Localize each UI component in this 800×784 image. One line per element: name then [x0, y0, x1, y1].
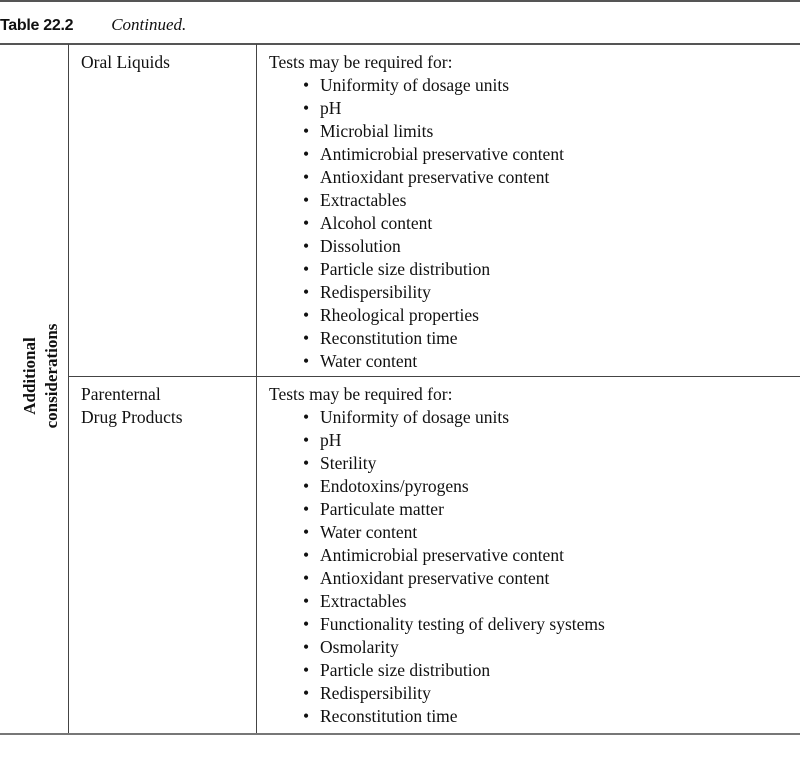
- bullet-icon: •: [303, 545, 310, 565]
- test-name: Antioxidant preservative content: [320, 568, 550, 588]
- table-top-rule: [0, 0, 800, 2]
- bullet-icon: •: [303, 259, 310, 279]
- test-name: Endotoxins/pyrogens: [320, 476, 469, 496]
- list-item: [269, 327, 564, 350]
- tests-oral-liquids: [269, 51, 564, 373]
- category-label-line2: Drug Products: [81, 407, 183, 427]
- list-item: [269, 212, 564, 235]
- bullet-icon: •: [303, 351, 310, 371]
- table-number: Table 22.2: [0, 17, 74, 34]
- side-label-line2: considerations: [42, 323, 61, 429]
- bullet-icon: •: [303, 476, 310, 496]
- bullet-icon: •: [303, 167, 310, 187]
- bullet-icon: •: [303, 98, 310, 118]
- test-name: Particle size distribution: [320, 660, 491, 680]
- list-item: [269, 281, 564, 304]
- tests-list: [269, 74, 564, 373]
- category-label-line1: Parenternal: [81, 384, 161, 404]
- test-name: Redispersibility: [320, 683, 431, 703]
- bullet-icon: •: [303, 430, 310, 450]
- test-name: Water content: [320, 522, 418, 542]
- bullet-icon: •: [303, 660, 310, 680]
- list-item: [269, 544, 605, 567]
- list-item: [269, 475, 605, 498]
- list-item: [269, 498, 605, 521]
- tests-list: [269, 406, 605, 728]
- test-name: Antimicrobial preservative content: [320, 545, 564, 565]
- list-item: [269, 659, 605, 682]
- bullet-icon: •: [303, 637, 310, 657]
- list-item: [269, 350, 564, 373]
- list-item: [269, 406, 605, 429]
- table-caption: [0, 14, 186, 36]
- test-name: Reconstitution time: [320, 328, 458, 348]
- list-item: [269, 74, 564, 97]
- bullet-icon: •: [303, 282, 310, 302]
- list-item: [269, 235, 564, 258]
- test-name: Functionality testing of delivery systems: [320, 614, 605, 634]
- test-name: Particulate matter: [320, 499, 444, 519]
- test-name: Osmolarity: [320, 637, 399, 657]
- list-item: [269, 166, 564, 189]
- bullet-icon: •: [303, 522, 310, 542]
- list-item: [269, 429, 605, 452]
- list-item: [269, 97, 564, 120]
- test-name: Dissolution: [320, 236, 401, 256]
- tests-intro: Tests may be required for:: [269, 52, 453, 72]
- caption-rule: [0, 43, 800, 45]
- bullet-icon: •: [303, 190, 310, 210]
- list-item: [269, 567, 605, 590]
- category-parenternal-drug-products: [81, 383, 183, 429]
- bullet-icon: •: [303, 236, 310, 256]
- list-item: [269, 120, 564, 143]
- bullet-icon: •: [303, 499, 310, 519]
- list-item: [269, 705, 605, 728]
- side-label-line1: Additional: [20, 337, 39, 415]
- test-name: Antimicrobial preservative content: [320, 144, 564, 164]
- test-name: Reconstitution time: [320, 706, 458, 726]
- test-name: Water content: [320, 351, 418, 371]
- list-item: [269, 682, 605, 705]
- bullet-icon: •: [303, 213, 310, 233]
- category-oral-liquids: [81, 51, 170, 74]
- table-continued-label: Continued.: [111, 15, 187, 34]
- list-item: [269, 636, 605, 659]
- test-name: Extractables: [320, 591, 407, 611]
- list-item: [269, 304, 564, 327]
- list-item: [269, 258, 564, 281]
- test-name: Particle size distribution: [320, 259, 491, 279]
- bullet-icon: •: [303, 305, 310, 325]
- list-item: [269, 143, 564, 166]
- test-name: pH: [320, 430, 342, 450]
- test-name: pH: [320, 98, 342, 118]
- list-item: [269, 590, 605, 613]
- list-item: [269, 613, 605, 636]
- side-label-additional-considerations: [18, 286, 64, 466]
- test-name: Uniformity of dosage units: [320, 75, 510, 95]
- test-name: Alcohol content: [320, 213, 433, 233]
- bullet-icon: •: [303, 614, 310, 634]
- bullet-icon: •: [303, 568, 310, 588]
- list-item: [269, 452, 605, 475]
- row-divider: [68, 376, 800, 377]
- test-name: Sterility: [320, 453, 377, 473]
- column-divider-2: [256, 44, 257, 733]
- bullet-icon: •: [303, 75, 310, 95]
- bullet-icon: •: [303, 453, 310, 473]
- test-name: Extractables: [320, 190, 407, 210]
- category-label: Oral Liquids: [81, 52, 170, 72]
- bullet-icon: •: [303, 121, 310, 141]
- test-name: Rheological properties: [320, 305, 479, 325]
- tests-parenternal-drug-products: [269, 383, 605, 728]
- bullet-icon: •: [303, 683, 310, 703]
- table-bottom-rule: [0, 733, 800, 735]
- list-item: [269, 189, 564, 212]
- test-name: Antioxidant preservative content: [320, 167, 550, 187]
- bullet-icon: •: [303, 407, 310, 427]
- test-name: Microbial limits: [320, 121, 434, 141]
- bullet-icon: •: [303, 706, 310, 726]
- list-item: [269, 521, 605, 544]
- bullet-icon: •: [303, 144, 310, 164]
- bullet-icon: •: [303, 328, 310, 348]
- column-divider-1: [68, 44, 69, 733]
- bullet-icon: •: [303, 591, 310, 611]
- tests-intro: Tests may be required for:: [269, 384, 453, 404]
- test-name: Redispersibility: [320, 282, 431, 302]
- test-name: Uniformity of dosage units: [320, 407, 510, 427]
